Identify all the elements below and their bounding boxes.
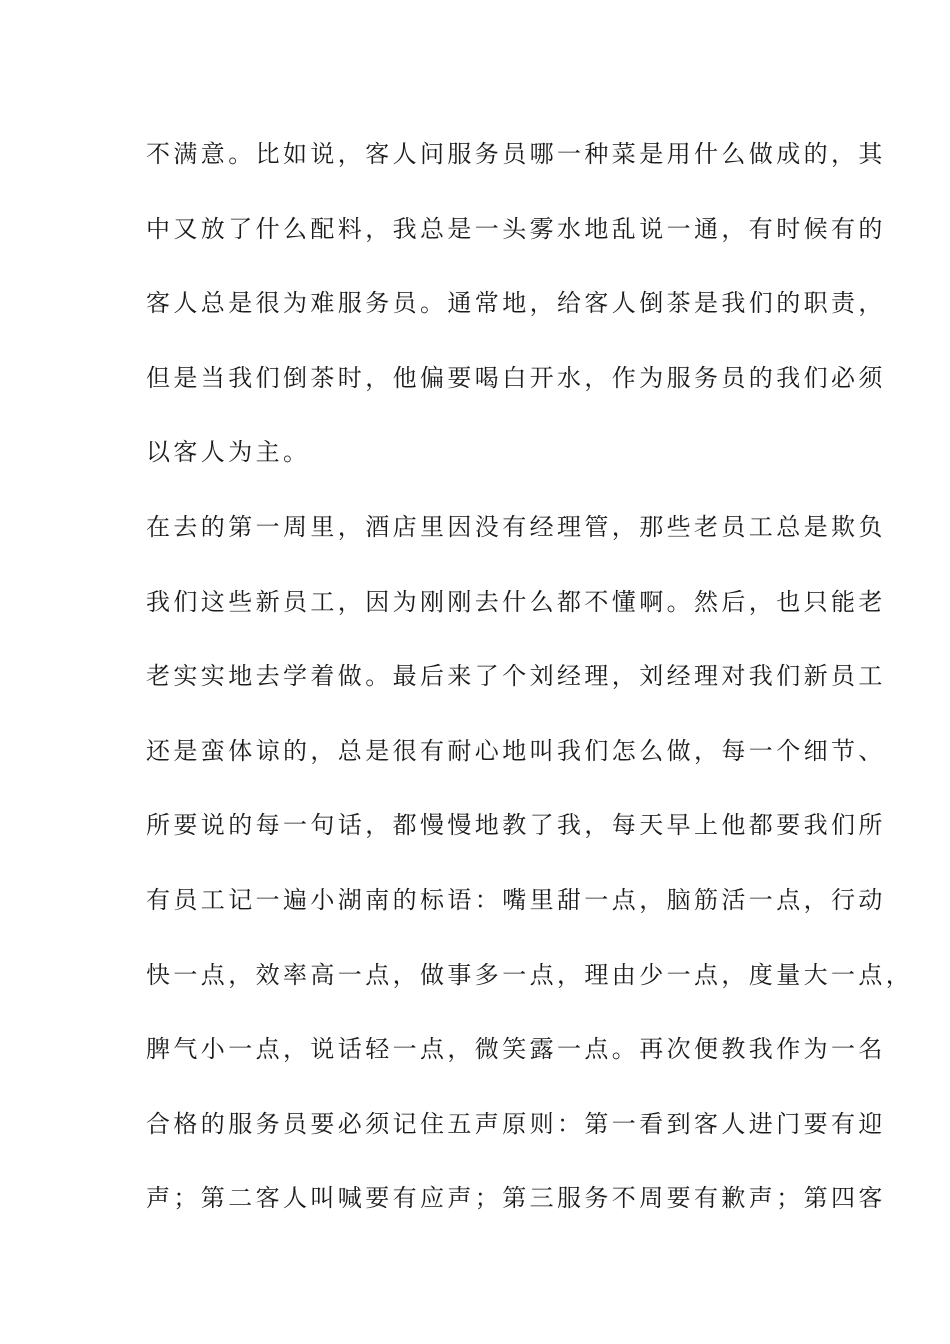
text-line-3: 客人总是很为难服务员。通常地，给客人倒茶是我们的职责， bbox=[146, 289, 886, 318]
text-line-2: 中又放了什么配料，我总是一头雾水地乱说一通，有时候有的 bbox=[146, 214, 886, 243]
text-line-14: 合格的服务员要必须记住五声原则：第一看到客人进门要有迎 bbox=[146, 1109, 886, 1138]
text-line-13: 脾气小一点，说话轻一点，微笑露一点。再次便教我作为一名 bbox=[146, 1035, 886, 1064]
text-line-7: 我们这些新员工，因为刚刚去什么都不懂啊。然后，也只能老 bbox=[146, 587, 886, 616]
text-line-8: 老实实地去学着做。最后来了个刘经理，刘经理对我们新员工 bbox=[146, 662, 886, 691]
body-text bbox=[146, 134, 914, 1253]
text-line-4: 但是当我们倒茶时，他偏要喝白开水，作为服务员的我们必须 bbox=[146, 363, 886, 392]
text-line-10: 所要说的每一句话，都慢慢地教了我，每天早上他都要我们所 bbox=[146, 811, 886, 840]
text-line-9: 还是蛮体谅的，总是很有耐心地叫我们怎么做，每一个细节、 bbox=[146, 736, 886, 765]
text-line-11: 有员工记一遍小湖南的标语：嘴里甜一点，脑筋活一点，行动 bbox=[146, 885, 886, 914]
text-line-6: 在去的第一周里，酒店里因没有经理管，那些老员工总是欺负 bbox=[146, 512, 886, 541]
text-line-15: 声；第二客人叫喊要有应声；第三服务不周要有歉声；第四客 bbox=[146, 1184, 886, 1213]
text-line-12: 快一点，效率高一点，做事多一点，理由少一点，度量大一点， bbox=[146, 960, 914, 989]
text-line-5: 以客人为主。 bbox=[146, 438, 311, 467]
text-line-1: 不满意。比如说，客人问服务员哪一种菜是用什么做成的，其 bbox=[146, 140, 886, 168]
